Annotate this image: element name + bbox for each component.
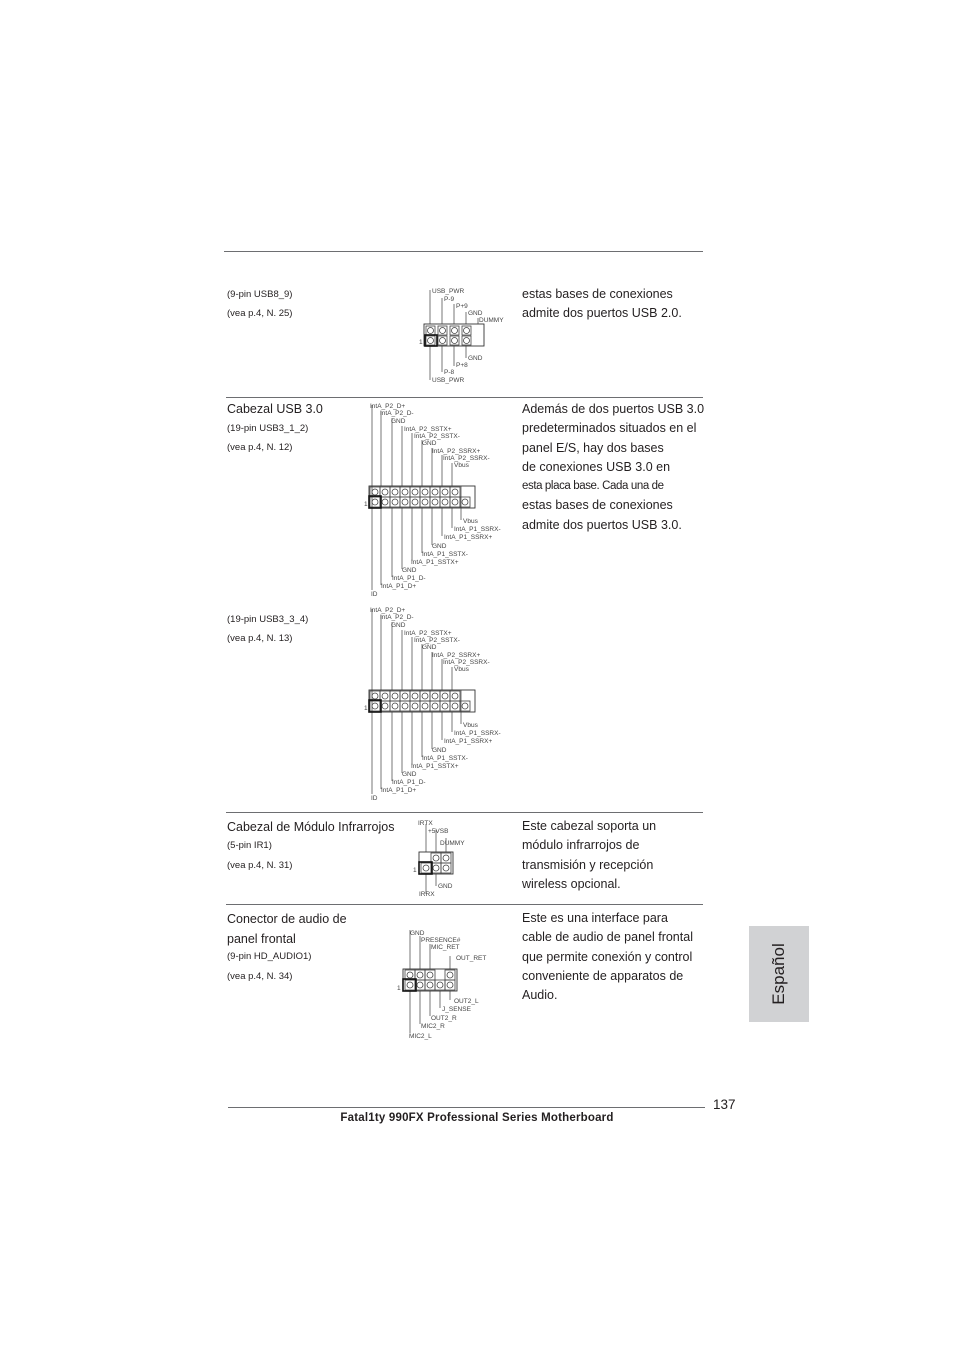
usb3-title: Cabezal USB 3.0 — [227, 402, 323, 416]
usb3-pin-label: GND — [432, 543, 447, 550]
audio-pin-label: OUT2_L — [454, 998, 479, 1005]
usb2-pin-label: P+8 — [456, 362, 468, 369]
usb3-pin-label: IntA_P2_SSRX+ — [432, 448, 481, 455]
audio-pin-label: MIC2_R — [421, 1023, 445, 1030]
usb3-header2-ref: (vea p.4, N. 13) — [227, 633, 293, 644]
usb3-pin-label: IntA_P1_D+ — [381, 787, 417, 794]
usb3-header2-name: (19-pin USB3_3_4) — [227, 614, 309, 625]
usb3-pin-label: IntA_P2_SSTX+ — [404, 426, 452, 433]
section-divider — [226, 812, 703, 813]
usb2-pin-label: GND — [468, 310, 483, 317]
usb3-pin-label: IntA_P2_SSRX- — [443, 455, 490, 462]
footer-rule — [228, 1107, 705, 1108]
usb3-pin-label: IntA_P2_SSTX+ — [404, 630, 452, 637]
usb3-pin-label: IntA_P1_SSTX+ — [411, 559, 459, 566]
usb3-pin-label: IntA_P1_SSRX- — [454, 526, 501, 533]
usb3-pin-label: IntA_P2_SSTX- — [414, 433, 460, 440]
usb3-pin-label: IntA_P2_D+ — [370, 403, 406, 410]
section-divider — [226, 397, 703, 398]
audio-pin-label: OUT2_R — [431, 1015, 457, 1022]
ir-pin-label: GND — [438, 883, 453, 890]
usb3-pin-label: GND — [402, 567, 417, 574]
usb2-header-ref: (vea p.4, N. 25) — [227, 308, 293, 319]
audio-title-line1: Conector de audio de — [227, 912, 347, 926]
usb2-header-diagram — [418, 284, 518, 386]
usb3-pin-label: IntA_P1_SSRX- — [454, 730, 501, 737]
top-rule — [224, 251, 703, 252]
usb3-pin-label: Vbus — [463, 518, 478, 525]
usb3-header1-name: (19-pin USB3_1_2) — [227, 423, 309, 434]
usb3-pin-label: GND — [422, 440, 437, 447]
usb3-pin-label: IntA_P1_D- — [392, 779, 426, 786]
usb3-header1-ref: (vea p.4, N. 12) — [227, 442, 293, 453]
ir-header-name: (5-pin IR1) — [227, 840, 272, 851]
audio-pin-label: MIC_RET — [431, 944, 460, 951]
audio-header-ref: (vea p.4, N. 34) — [227, 971, 293, 982]
usb3-pin-label: GND — [391, 622, 406, 629]
section-divider — [226, 904, 703, 905]
usb3-pin-label: IntA_P1_SSRX+ — [444, 534, 493, 541]
usb3-pin-label: GND — [432, 747, 447, 754]
usb3-header1-diagram — [364, 400, 514, 598]
usb2-pin-label: P-8 — [444, 369, 455, 376]
ir-pin-label: +5VSB — [428, 828, 449, 835]
usb3-pin-label: IntA_P1_D+ — [381, 583, 417, 590]
usb3-pin1-marker: 1 — [364, 705, 368, 712]
usb3-pin-label: IntA_P2_D+ — [370, 607, 406, 614]
usb3-pin-label: IntA_P1_D- — [392, 575, 426, 582]
usb3-pin-label: IntA_P1_SSRX+ — [444, 738, 493, 745]
audio-header-name: (9-pin HD_AUDIO1) — [227, 951, 312, 962]
usb3-pin-label: IntA_P2_SSRX+ — [432, 652, 481, 659]
ir-description: Este cabezal soporta un módulo infrarrojos de transmisión y recepción wireless opcional. — [522, 819, 657, 891]
usb3-pin-label: IntA_P2_SSTX- — [414, 637, 460, 644]
audio-pin-label: J_SENSE — [442, 1006, 471, 1013]
usb3-pin-label: GND — [402, 771, 417, 778]
usb3-pin-label: IntA_P1_SSTX- — [422, 755, 468, 762]
usb2-pin-label: P-9 — [444, 296, 455, 303]
audio-header-diagram — [396, 926, 492, 1044]
usb3-pin-label: GND — [391, 418, 406, 425]
ir-header-ref: (vea p.4, N. 31) — [227, 860, 293, 871]
usb3-description: Además de dos puertos USB 3.0 predeterminados situados en el panel E/S, hay dos bases de conexiones USB 3.0 en esta placa base. Cada una de estas bases de conexiones admite dos puertos USB 3.0. — [522, 402, 705, 532]
ir-pin-label: DUMMY — [440, 840, 465, 847]
language-tab — [749, 926, 809, 1022]
page-number: 137 — [713, 1097, 736, 1112]
usb3-pin-label: GND — [422, 644, 437, 651]
usb3-pin-label: IntA_P2_D- — [380, 614, 414, 621]
usb3-pin-label: IntA_P2_SSRX- — [443, 659, 490, 666]
ir-pin-label: IRTX — [418, 820, 433, 827]
usb3-pin-label: IntA_P1_SSTX+ — [411, 763, 459, 770]
usb2-header-name: (9-pin USB8_9) — [227, 289, 293, 300]
audio-description: Este es una interface para cable de audio de panel frontal que permite conexión y control conveniente de apparatos de Audio. — [522, 911, 693, 1003]
audio-pin-label: MIC2_L — [409, 1033, 432, 1040]
ir-title: Cabezal de Módulo Infrarrojos — [227, 820, 395, 834]
ir-header-diagram — [412, 816, 488, 898]
usb3-pin-label: ID — [371, 591, 378, 598]
usb3-pin-label: IntA_P1_SSTX- — [422, 551, 468, 558]
usb3-pin-label: Vbus — [454, 462, 469, 469]
usb2-pin-label: P+9 — [456, 303, 468, 310]
usb3-pin1-marker: 1 — [364, 501, 368, 508]
usb3-pin-label: ID — [371, 795, 378, 802]
usb2-description: estas bases de conexiones admite dos puertos USB 2.0. — [522, 287, 682, 321]
audio-title-line2: panel frontal — [227, 932, 296, 946]
usb3-header2-diagram — [364, 604, 514, 802]
usb2-pin-label: DUMMY — [479, 317, 504, 324]
footer-title: Fatal1ty 990FX Professional Series Motherboard — [340, 1112, 614, 1124]
usb3-pin-label: Vbus — [454, 666, 469, 673]
language-tab-label: Español — [769, 943, 788, 1005]
usb2-pin1-marker: 1 — [419, 339, 423, 346]
usb2-pin-label: USB_PWR — [432, 288, 465, 295]
audio-pin-label: OUT_RET — [456, 955, 487, 962]
audio-pin-label: PRESENCE# — [421, 937, 461, 944]
usb2-pin-label: USB_PWR — [432, 377, 465, 384]
audio-pin-label: GND — [410, 930, 425, 937]
usb3-pin-label: Vbus — [463, 722, 478, 729]
ir-pin1-marker: 1 — [413, 867, 417, 874]
ir-pin-label: IRRX — [419, 891, 435, 898]
usb3-pin-label: IntA_P2_D- — [380, 410, 414, 417]
usb2-pin-label: GND — [468, 355, 483, 362]
audio-pin1-marker: 1 — [397, 985, 401, 992]
